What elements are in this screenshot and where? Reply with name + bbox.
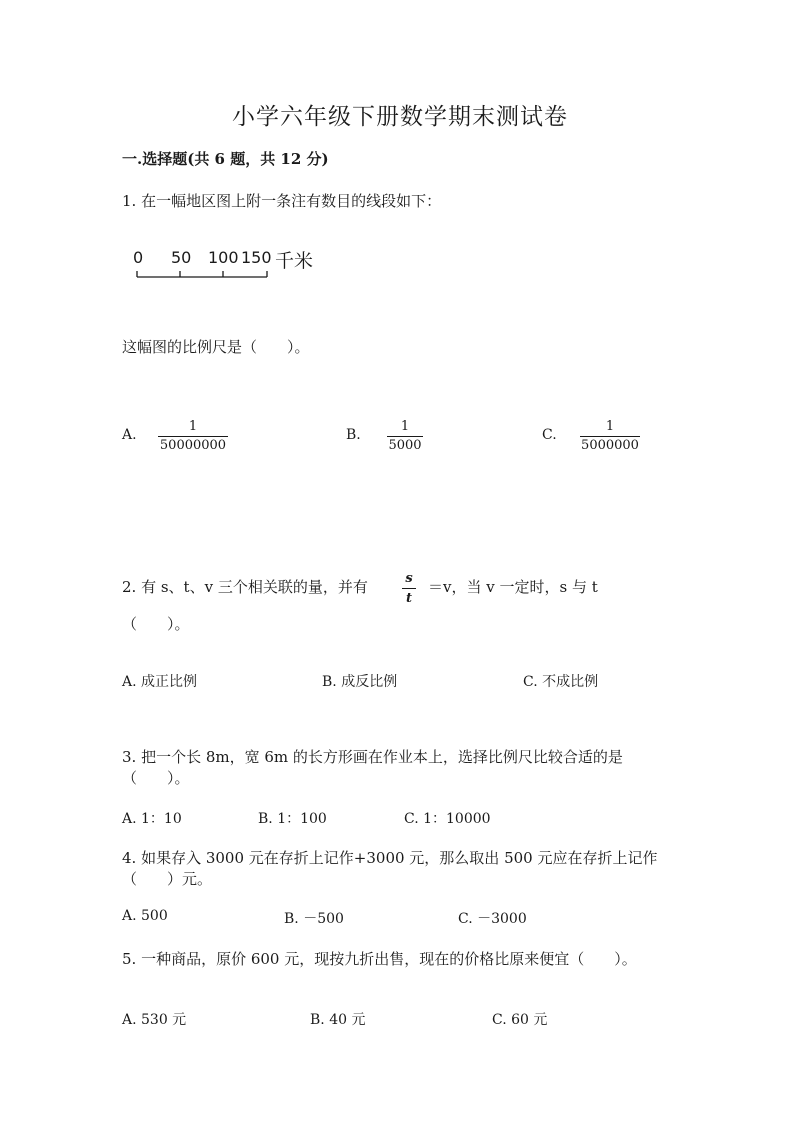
- q2-option-b: B. 成反比例: [322, 674, 398, 690]
- q2-option-c: C. 不成比例: [523, 674, 599, 690]
- question-1-ask: 这幅图的比例尺是（ ）。: [122, 338, 310, 356]
- question-5-stem: 5. 一种商品，原价 600 元，现按九折出售，现在的价格比原来便宜（ ）。: [122, 950, 637, 968]
- q2-option-a: A. 成正比例: [122, 674, 198, 690]
- q3-option-c: C. 1：10000: [404, 811, 491, 827]
- q1-option-a-label: A.: [122, 427, 137, 443]
- question-2-stem-part-2: ＝v，当 v 一定时，s 与 t: [428, 578, 598, 596]
- q3-option-b: B. 1：100: [258, 811, 327, 827]
- scale-tick-label-0: 0: [133, 248, 144, 267]
- section-heading: 一.选择题(共 6 题，共 12 分): [122, 150, 329, 168]
- scale-bar: [130, 244, 330, 284]
- question-1-stem: 1. 在一幅地区图上附一条注有数目的线段如下：: [122, 192, 442, 210]
- question-2-blank: （ ）。: [122, 615, 190, 633]
- q5-option-b: B. 40 元: [310, 1012, 366, 1028]
- scale-tick-label-50: 50: [171, 248, 192, 267]
- question-2-stem-part-1: 2. 有 s、t、v 三个相关联的量，并有: [122, 578, 368, 596]
- q4-option-c: C. －3000: [458, 911, 527, 927]
- scale-unit: 千米: [275, 250, 314, 272]
- q5-option-c: C. 60 元: [492, 1012, 548, 1028]
- scale-line: [130, 268, 275, 282]
- page-title: 小学六年级下册数学期末测试卷: [232, 104, 568, 130]
- q1-option-c-label: C.: [542, 427, 557, 443]
- q1-option-b-label: B.: [346, 427, 361, 443]
- q1-option-b-fraction: 1 5000: [388, 419, 422, 453]
- q3-option-a: A. 1：10: [122, 811, 182, 827]
- question-4-stem: 4. 如果存入 3000 元在存折上记作+3000 元，那么取出 500 元应在存折上记作: [122, 849, 658, 867]
- q1-option-c-fraction: 1 5000000: [581, 419, 639, 453]
- scale-tick-label-100: 100: [208, 248, 239, 267]
- question-4-blank: （ ）元。: [122, 870, 213, 888]
- scale-tick-label-150: 150: [241, 248, 272, 267]
- question-2-fraction-s-over-t: s t: [402, 570, 416, 607]
- q4-option-a: A. 500: [122, 908, 168, 924]
- q5-option-a: A. 530 元: [122, 1012, 187, 1028]
- question-3-stem: 3. 把一个长 8m，宽 6m 的长方形画在作业本上，选择比例尺比较合适的是: [122, 748, 623, 766]
- q4-option-b: B. －500: [284, 911, 344, 927]
- q1-option-a-fraction: 1 50000000: [159, 419, 227, 453]
- question-3-blank: （ ）。: [122, 769, 190, 787]
